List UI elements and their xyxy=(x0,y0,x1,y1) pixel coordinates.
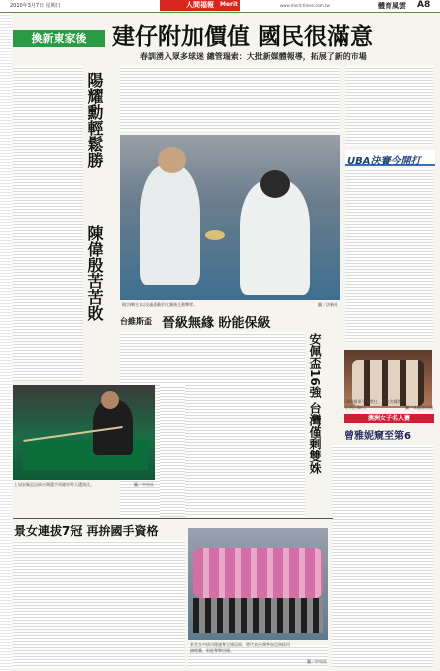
body-text-women xyxy=(332,445,433,667)
team-members xyxy=(193,548,323,598)
issue-date: 2010年3月7日 星期日 xyxy=(10,3,61,9)
uba-photo-credit: 圖／本報資料照 xyxy=(405,405,433,410)
tug-headline: 景女連拔7冠 再拚國手資格 xyxy=(14,524,159,538)
page-number: A8 xyxy=(417,0,431,10)
snooker-photo xyxy=(13,385,155,480)
uba-photo-caption: UBA賽事今天開打，男女決賽將於明日舉行。 xyxy=(345,399,402,410)
body-text-column xyxy=(160,385,185,517)
tennis-ball xyxy=(205,230,225,240)
story-tag: 換新東家後 xyxy=(13,30,105,47)
divider xyxy=(13,518,333,519)
body-text-top-center xyxy=(120,66,340,131)
page-header xyxy=(0,0,440,13)
newspaper-logo: 人間福報 xyxy=(160,0,240,11)
main-subheadline: 春訓湧入眾多球迷 總管瑞索：大批新媒體報導，拓展了新的市場 xyxy=(140,52,367,61)
snooker-photo-credit: 圖／中央社 xyxy=(134,482,154,487)
tennis-photo-caption: 楊宗樺(左)以及盧彥勳於比賽後互動擊掌。 xyxy=(122,302,198,307)
player-left-figure xyxy=(140,165,200,285)
tennis-tag: 台維斯盃 xyxy=(120,317,152,326)
vertical-title-a: 陽耀勳輕鬆勝 xyxy=(85,72,104,168)
body-text-top-right xyxy=(345,66,433,146)
player-head xyxy=(101,391,119,409)
player-right-head xyxy=(260,170,290,198)
tug-photo-caption: 景美女中拔河隊連奪全國冠軍，將代表台灣參加亞洲拔河錦標賽，盼能奪牌回國。 xyxy=(190,642,290,653)
body-text-left xyxy=(13,66,83,381)
snooker-title: 安佩盃16強 台灣僅剩雙姝 xyxy=(308,333,322,474)
snooker-vertical-headline xyxy=(308,333,322,513)
newspaper-logo-english: Merit Times xyxy=(220,1,261,8)
uba-headline: UBA決賽今開打 xyxy=(347,156,421,167)
tug-photo-credit: 圖／中央社 xyxy=(307,659,327,664)
tennis-vertical-headline-b xyxy=(86,225,103,375)
left-ad-column xyxy=(0,13,12,671)
body-text-tug xyxy=(13,540,185,668)
player-left-head xyxy=(158,147,186,173)
section-name: 體育風雲 xyxy=(378,2,406,10)
main-headline: 建仔附加價值 國民很滿意 xyxy=(112,24,374,50)
snooker-photo-caption: 上屆安佩盃冠軍台灣選手周婕妤昨天遭淘汰。 xyxy=(14,482,94,487)
womens-masters-tag: 澳洲女子名人賽 xyxy=(344,414,434,423)
site-url[interactable]: www.merit-times.com.tw xyxy=(280,3,330,8)
tennis-photo xyxy=(120,135,340,300)
body-text-uba xyxy=(345,168,433,343)
tug-photo xyxy=(188,528,328,640)
tennis-headline: 晉級無緣 盼能保級 xyxy=(162,316,271,331)
tennis-photo-credit: 圖／法新社 xyxy=(318,302,338,307)
vertical-title-b: 陳偉殷苦苦敗 xyxy=(85,225,104,321)
team-legs xyxy=(193,598,323,633)
womens-headline: 曾雅妮窺至第6 xyxy=(344,431,411,442)
